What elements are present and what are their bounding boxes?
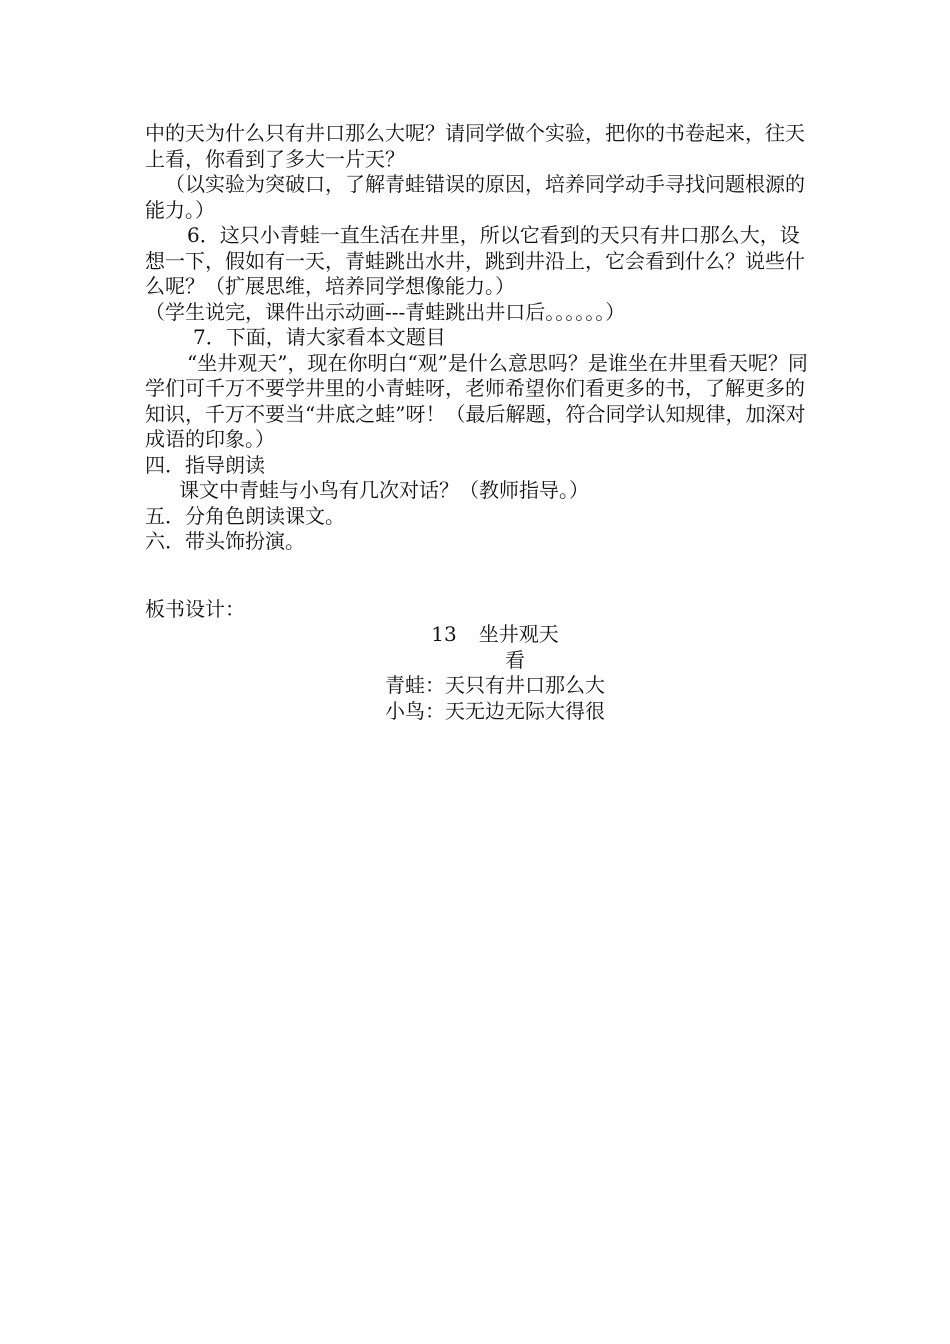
paragraph-experiment: 中的天为什么只有井口那么大呢？请同学做个实验，把你的书卷起来，往天上看，你看到了多大一片天？ xyxy=(145,121,805,171)
board-design-label: 板书设计： xyxy=(145,597,245,621)
paragraph-title-meaning: “坐井观天”，现在你明白“观”是什么意思吗？是谁坐在井里看天呢？同学们可千万不要学井里的小青蛙呀，老师希望你们看更多的书，了解更多的知识，千万不要当“井底之蛙”呀！（最后解题，符合同学认知规律，加深对成语的印象。） xyxy=(145,350,808,451)
lesson-plan-body xyxy=(145,121,815,555)
lesson-number: 13 xyxy=(431,622,457,646)
board-verb: 看 xyxy=(505,647,525,672)
board-line-bird: 小鸟：天无边无际大得很 xyxy=(385,698,605,723)
board-line-frog: 青蛙：天只有井口那么大 xyxy=(385,673,605,697)
paragraph-step-7: 7．下面，请大家看本文题目 xyxy=(193,325,446,349)
heading-role-reading: 五．分角色朗读课文。 xyxy=(145,503,345,528)
board-title xyxy=(250,622,740,648)
paragraph-animation-note: （学生说完，课件出示动画---青蛙跳出井口后。。。。。。） xyxy=(145,299,626,324)
heading-role-play: 六．带头饰扮演。 xyxy=(145,529,305,553)
heading-reading-guide: 四．指导朗读 xyxy=(145,452,265,477)
paragraph-experiment-note: （以实验为突破口，了解青蛙错误的原因，培养同学动手寻找问题根源的能力。） xyxy=(145,172,805,222)
board-design xyxy=(250,622,740,724)
paragraph-dialogue-question: 课文中青蛙与小鸟有几次对话？（教师指导。） xyxy=(179,478,589,502)
lesson-title: 坐井观天 xyxy=(478,622,559,646)
paragraph-step-6: 6．这只小青蛙一直生活在井里，所以它看到的天只有井口那么大，设想一下，假如有一天，青蛙跳出水井，跳到井沿上，它会看到什么？说些什么呢？（扩展思维，培养同学想像能力。） xyxy=(145,223,805,298)
